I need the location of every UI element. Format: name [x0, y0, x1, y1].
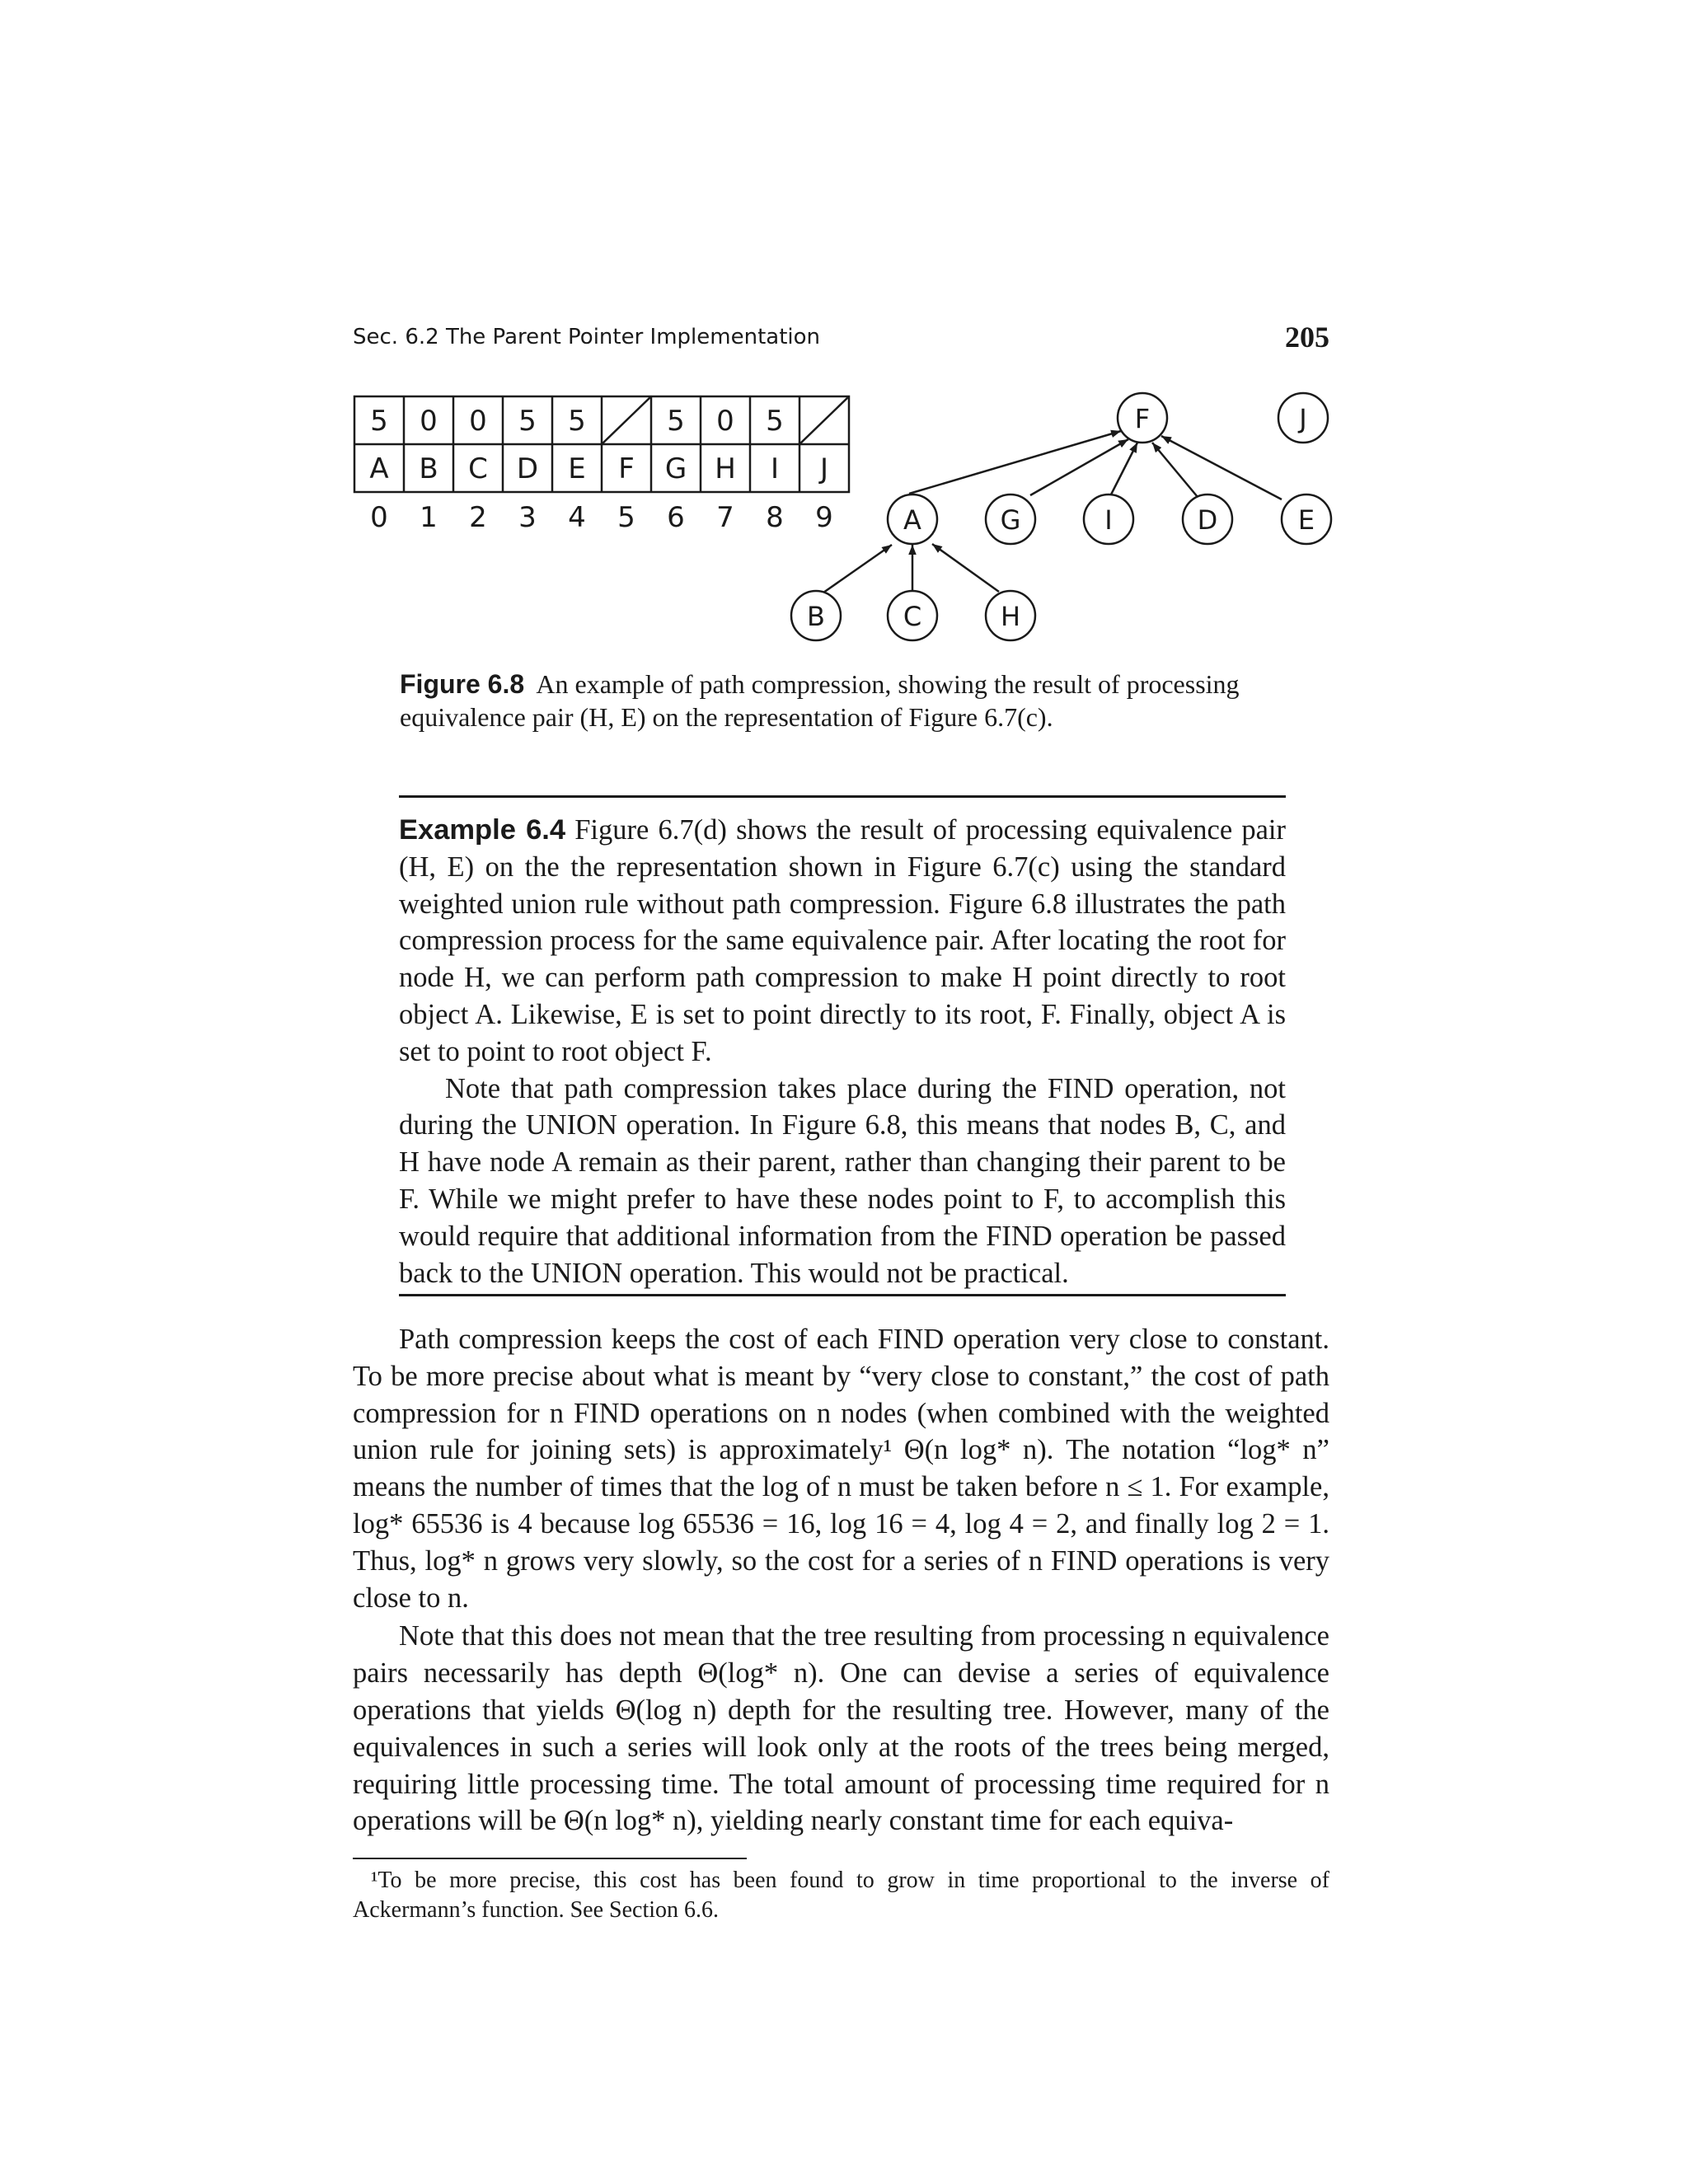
node-label-cell-8: I [770, 452, 780, 485]
parent-value-cell-3: 5 [518, 405, 537, 438]
index-label-8: 8 [766, 501, 784, 534]
tree-label-h: H [1000, 601, 1021, 632]
index-label-7: 7 [716, 501, 734, 534]
tree-label-g: G [1000, 504, 1021, 536]
node-label-cell-5: F [618, 452, 635, 485]
parent-value-cell-1: 0 [420, 405, 438, 438]
tree-label-e: E [1297, 504, 1315, 536]
parent-value-cell-0: 5 [370, 405, 388, 438]
index-label-3: 3 [518, 501, 537, 534]
example-bottom-rule [399, 1294, 1286, 1296]
index-label-5: 5 [617, 501, 635, 534]
figure-6-8-diagram [0, 0, 1688, 659]
edge-b-to-a [823, 545, 892, 593]
figure-caption-text: An example of path compression, showing the result of processing equivalence pair (H, E) on the representation of Figure 6.7(c). [400, 669, 1240, 732]
node-label-cell-9: J [819, 452, 829, 485]
example-label: Example 6.4 [399, 814, 566, 846]
edge-e-to-f [1161, 436, 1282, 499]
edge-h-to-a [932, 544, 999, 592]
footnote-text: ¹To be more precise, this cost has been found to grow in time proportional to the inverse of Ackermann’s function. See Section 6.6. [353, 1868, 1329, 1923]
null-slash-j [799, 396, 849, 444]
tree-label-f: F [1134, 403, 1151, 434]
figure-caption [400, 668, 1286, 733]
parent-value-cell-2: 0 [469, 405, 487, 438]
node-label-cell-1: B [419, 452, 438, 485]
null-slash-f [602, 396, 651, 444]
example-paragraph-1 [399, 812, 1286, 1071]
example-paragraph-1-text: Figure 6.7(d) shows the result of processing equivalence pair (H, E) on the the representation shown in Figure 6.7(c) using the standard weighted union rule without path compression. Figure 6.8 illustrates the path compression process for the same equivalence pair. After locating the root for node H, we can perform path compression to make H point directly to root object A. Likewise, E is set to point directly to its root, F. Finally, object A is set to point to root object F. [399, 814, 1286, 1067]
node-label-cell-4: E [568, 452, 586, 485]
edge-i-to-f [1110, 443, 1137, 496]
tree-label-b: B [807, 601, 825, 632]
body-paragraph-2: Note that this does not mean that the tree resulting from processing n equivalence pairs necessarily has depth Θ(log* n). One can devise a series of equivalence operations that yields Θ(log n) depth for the resulting tree. However, many of the equivalences in such a series will look only at the roots of the trees being merged, requiring little processing time. The total amount of processing time required for n operations will be Θ(n log* n), yielding nearly constant time for each equiva- [353, 1620, 1329, 1837]
node-label-cell-3: D [516, 452, 539, 485]
node-label-cell-6: G [664, 452, 687, 485]
tree-label-j: J [1299, 403, 1307, 434]
parent-value-cell-4: 5 [568, 405, 586, 438]
section-title: Sec. 6.2 The Parent Pointer Implementation [353, 325, 821, 349]
body-text [353, 1321, 1329, 1840]
parent-value-cell-6: 5 [667, 405, 685, 438]
index-label-6: 6 [667, 501, 685, 534]
index-label-1: 1 [420, 501, 438, 534]
index-label-9: 9 [815, 501, 833, 534]
index-label-4: 4 [568, 501, 586, 534]
tree-label-i: I [1104, 504, 1113, 536]
node-label-cell-2: C [468, 452, 488, 485]
page-number: 205 [1285, 321, 1329, 354]
parent-value-cell-7: 0 [716, 405, 734, 438]
edge-g-to-f [1030, 439, 1128, 495]
example-6-4 [399, 812, 1286, 1291]
parent-value-cell-8: 5 [766, 405, 784, 438]
index-label-2: 2 [469, 501, 487, 534]
footnote [353, 1866, 1329, 1925]
index-label-0: 0 [370, 501, 388, 534]
figure-label: Figure 6.8 [400, 669, 525, 699]
example-top-rule [399, 795, 1286, 798]
tree-label-a: A [903, 504, 921, 536]
tree-label-d: D [1197, 504, 1218, 536]
node-label-cell-7: H [715, 452, 736, 485]
example-paragraph-2: Note that path compression takes place during the FIND operation, not during the UNION operation. In Figure 6.8, this means that nodes B, C, and H have node A remain as their parent, rather than changing their parent to be F. While we might prefer to have these nodes point to F, to accomplish this would require that additional information from the FIND operation be passed back to the UNION operation. This would not be practical. [399, 1072, 1286, 1289]
body-paragraph-1: Path compression keeps the cost of each FIND operation very close to constant. To be more precise about what is meant by “very close to constant,” the cost of path compression for n FIND operations on n nodes (when combined with the weighted union rule for joining sets) is approximately¹ Θ(n log* n). The notation “log* n” means the number of times that the log of n must be taken before n ≤ 1. For example, log* 65536 is 4 because log 65536 = 16, log 16 = 4, log 4 = 2, and finally log 2 = 1. Thus, log* n grows very slowly, so the cost for a series of n FIND operations is very close to n. [353, 1324, 1329, 1614]
tree-label-c: C [903, 601, 922, 632]
footnote-rule [353, 1858, 747, 1859]
node-label-cell-0: A [369, 452, 389, 485]
